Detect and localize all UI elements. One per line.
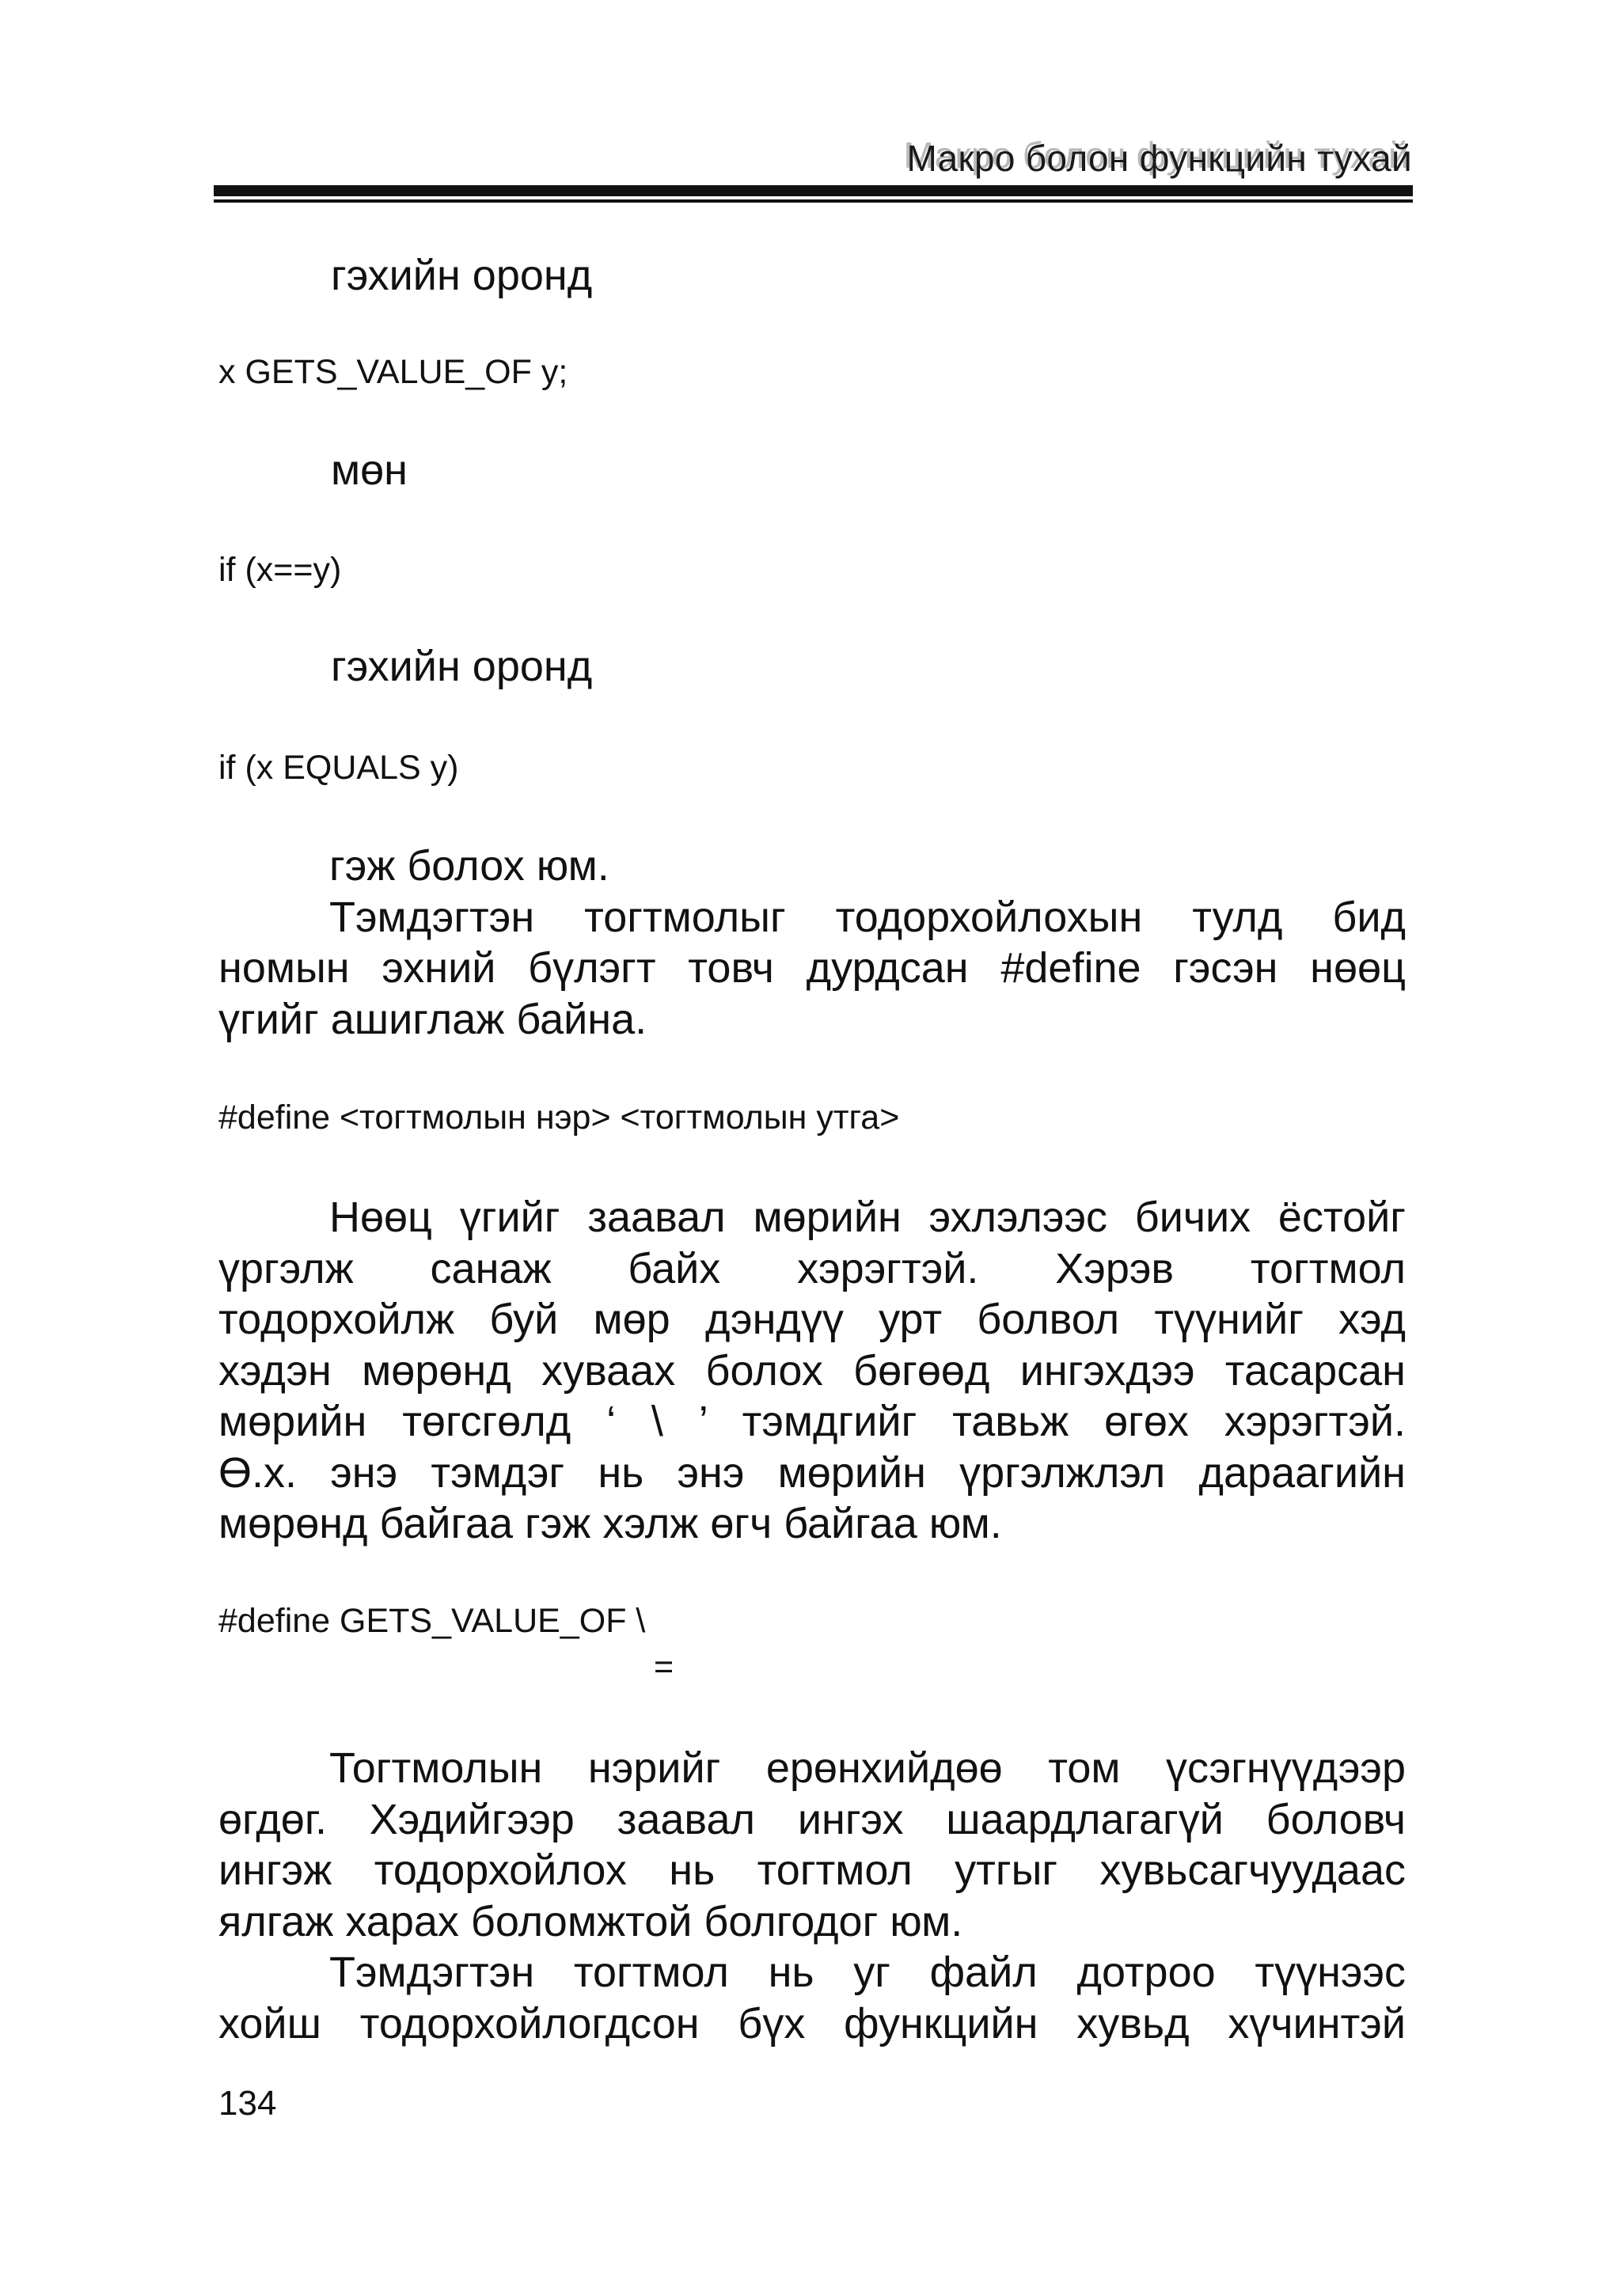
paragraph-reserved-word-rules <box>218 1192 1406 1550</box>
code-line-define-gets-value-of: #define GETS_VALUE_OF \ <box>218 1602 646 1640</box>
paragraph-line: мөрөнд байгаа гэж хэлж өгч байгаа юм. <box>218 1500 1002 1547</box>
header-rule-thin <box>214 199 1413 203</box>
code-line-if-equals-operator: if (x==y) <box>218 551 342 589</box>
paragraph-line: хэдэн мөрөнд хуваах болох бөгөөд ингэхдээ тасарсан <box>218 1346 1406 1395</box>
paragraph-and: мөн <box>331 446 408 494</box>
running-header-title: Макро болон функцийн тухай <box>906 138 1412 179</box>
code-line-define-syntax: #define <тогтмолын нэр> <тогтмолын утга> <box>218 1099 900 1137</box>
paragraph-line: Нөөц үгийг заавал мөрийн эхлэлээс бичих ёстойг <box>329 1194 1406 1241</box>
paragraph-symbolic-constants-intro <box>218 841 1406 1045</box>
paragraph-line: мөрийн төгсгөлд ‘ \ ’ тэмдгийг тавьж өгөх хэрэгтэй. <box>218 1398 1406 1445</box>
paragraph-line: өгдөг. Хэдийгээр заавал ингэх шаардлагагүй боловч <box>218 1795 1406 1843</box>
paragraph-line: Тэмдэгтэн тогтмол нь уг файл дотроо түүнээс <box>329 1949 1406 1996</box>
paragraph-constant-naming <box>218 1743 1406 2049</box>
code-line-gets-value-of: x GETS_VALUE_OF y; <box>218 353 568 391</box>
paragraph-line: үргэлж санаж байх хэрэгтэй. Хэрэв тогтмол <box>218 1244 1406 1292</box>
paragraph-line: ялгаж харах боломжтой болгодог юм. <box>218 1897 963 1945</box>
paragraph-line: хойш тодорхойлогдсон бүх функцийн хувьд хүчинтэй <box>218 1999 1406 2047</box>
paragraph-line: номын эхний бүлэгт товч дурдсан #define гэсэн нөөц <box>218 944 1406 992</box>
paragraph-line: ингэж тодорхойлох нь тогтмол утгыг хувьсагчуудаас <box>218 1846 1406 1894</box>
paragraph-line: үгийг ашиглаж байна. <box>218 995 647 1043</box>
paragraph-line: тодорхойлж буй мөр дэндүү урт болвол түүнийг хэд <box>218 1296 1406 1343</box>
code-line-equals-sign: = <box>654 1648 674 1686</box>
paragraph-line: гэж болох юм. <box>329 842 609 890</box>
paragraph-instead-of-1: гэхийн оронд <box>331 252 593 299</box>
code-line-if-equals-macro: if (x EQUALS y) <box>218 749 459 787</box>
paragraph-line: Тэмдэгтэн тогтмолыг тодорхойлохын тулд бид <box>329 893 1406 941</box>
page-number: 134 <box>218 2084 277 2123</box>
paragraph-line: Тогтмолын нэрийг ерөнхийдөө том үсэгнүүдээр <box>329 1744 1406 1792</box>
paragraph-instead-of-2: гэхийн оронд <box>331 643 593 690</box>
paragraph-line: Ө.х. энэ тэмдэг нь энэ мөрийн үргэлжлэл дараагийн <box>218 1448 1406 1497</box>
header-rule-thick <box>214 185 1413 196</box>
